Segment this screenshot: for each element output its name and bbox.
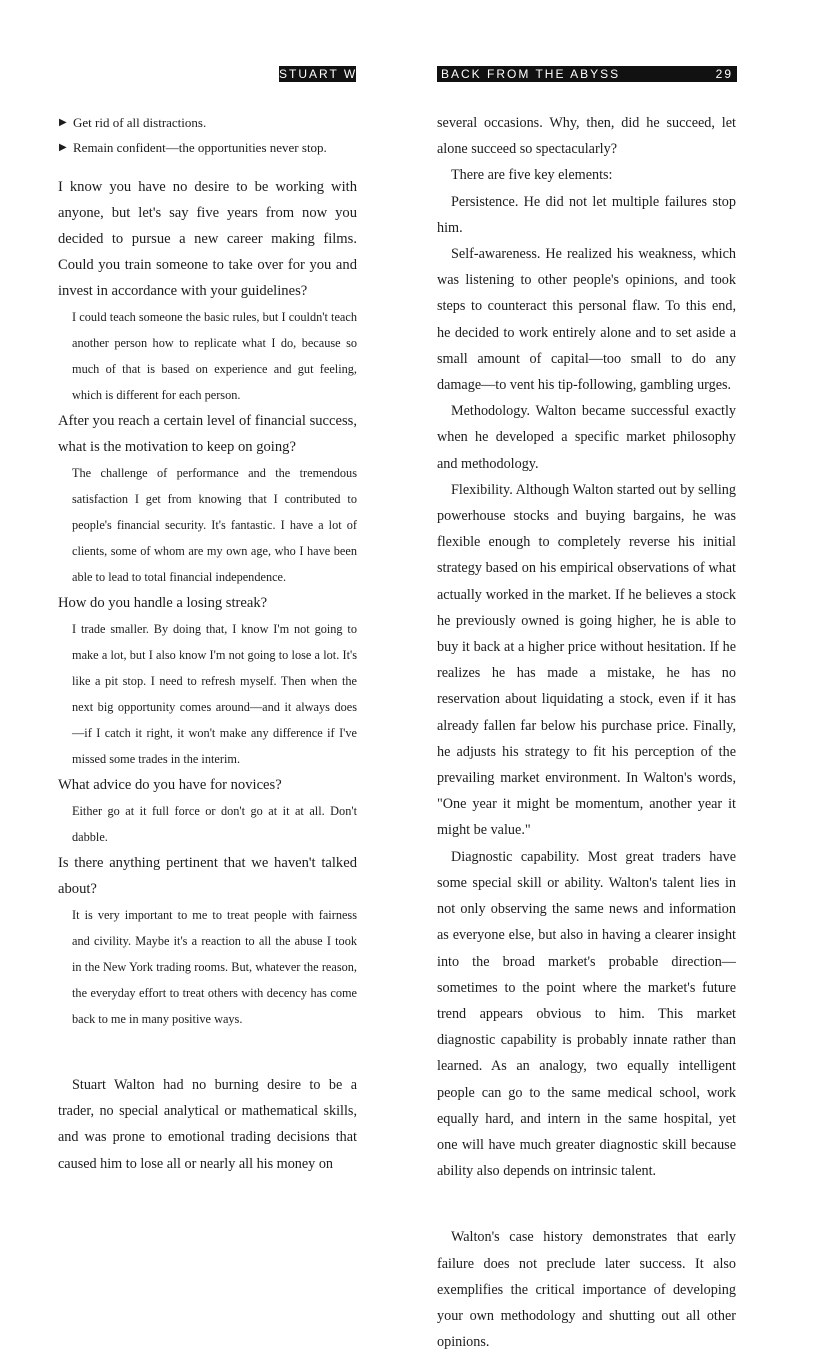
bullet-item: ▶ Remain confident—the opportunities never stop. xyxy=(58,135,357,160)
interview-answer: The challenge of performance and the tremendous satisfaction I get from knowing that I contributed to people's financial security. It's fantastic. I have a lot of clients, some of whom are my own age, who I have been able to lead to total financial independence. xyxy=(72,466,357,584)
body-paragraph: Self-awareness. He realized his weakness, which was listening to other people's opinions, and took steps to counteract this personal flaw. To this end, he decided to work entirely alone and to set aside a small amount of capital—too small to do any damage—to vent his tip-following, gambling urges. xyxy=(437,246,736,394)
running-head-left xyxy=(279,66,406,82)
interview-question: What advice do you have for novices? xyxy=(58,777,282,793)
body-paragraph: Diagnostic capability. Most great traders have some special skill or ability. Walton's talent lies in not only observing the same news and information as everyone else, but also in having a clearer insight into the broad market's probable direction—sometimes to the point where the market's future trend appears obvious to him. This market diagnostic capability is probably innate rather than learned. As an analogy, two equally intelligent people can go to the same medical school, work equally hard, and intern in the same hospital, yet one will have much greater diagnostic skill because ability also depends on intrinsic talent. xyxy=(437,848,736,1180)
body-paragraph: Flexibility. Although Walton started out by selling powerhouse stocks and buying bargains, he was flexible enough to completely reverse his initial strategy based on his empirical observations of what actually worked in the market. If he believes a stock he previously owned is going higher, he is able to buy it back at a higher price without hesitation. If he realizes he has made a mistake, he has no reservation about liquidating a stock, even if it has already fallen far below his purchase price. Finally, he adjusts his strategy to fit his perception of the prevailing market environment. In Walton's words, "One year it might be momentum, another year it might be value." xyxy=(437,481,736,839)
body-paragraph: There are five key elements: xyxy=(451,167,613,184)
interview-answer: I could teach someone the basic rules, but I couldn't teach another person how to replicate what I do, because so much of that is based on experience and gut feeling, which is different for each person. xyxy=(72,310,357,402)
body-paragraph: Methodology. Walton became successful exactly when he developed a specific market philosophy and methodology. xyxy=(437,403,736,472)
bullet-item: ▶ Get rid of all distractions. xyxy=(58,110,357,135)
body-paragraph: Persistence. He did not let multiple failures stop him. xyxy=(437,193,736,236)
right-column xyxy=(437,110,736,1355)
interview-answer: Either go at it full force or don't go at it at all. Don't dabble. xyxy=(72,804,357,844)
interview-question: I know you have no desire to be working with anyone, but let's say five years from now you decided to pursue a new career making films. Could you train someone to take over for you and invest in accordance with your guidelines? xyxy=(58,179,357,299)
interview-question: After you reach a certain level of financial success, what is the motivation to keep on going? xyxy=(58,413,357,455)
closing-paragraph: Stuart Walton had no burning desire to be a trader, no special analytical or mathematical skills, and was prone to emotional trading decisions that caused him to lose all or nearly all his money on xyxy=(58,1077,357,1172)
interview-answer: It is very important to me to treat people with fairness and civility. Maybe it's a reaction to all the abuse I took in the New York trading rooms. But, whatever the reason, the everyday effort to treat others with decency has come back to me in many positive ways. xyxy=(72,908,357,1026)
interview-question: Is there anything pertinent that we haven't talked about? xyxy=(58,855,357,897)
running-head-title: BACK FROM THE ABYSS xyxy=(441,67,621,81)
closing-paragraph: Walton's case history demonstrates that early failure does not preclude later success. It also exemplifies the critical importance of developing your own methodology and shutting out all other opinions. xyxy=(437,1229,736,1351)
running-head-right xyxy=(437,66,737,82)
interview-question: How do you handle a losing streak? xyxy=(58,595,268,611)
interview-answer: I trade smaller. By doing that, I know I'm not going to make a lot, but I also know I'm not going to lose a lot. It's like a pit stop. I need to refresh myself. Then when the next big opportunity comes around—and it always does—if I catch it right, it won't make any difference if I've missed some trades in the interim. xyxy=(72,622,357,766)
spacer xyxy=(58,160,357,174)
body-paragraph: several occasions. Why, then, did he succeed, let alone succeed so spectacularly? xyxy=(437,115,736,158)
triangle-bullet-icon: ▶ xyxy=(59,142,67,153)
triangle-bullet-icon: ▶ xyxy=(59,117,67,128)
left-column xyxy=(58,110,357,1177)
page-number: 29 xyxy=(715,67,733,81)
running-head-author: STUART WALTON xyxy=(279,67,406,81)
section-spacer xyxy=(58,1032,357,1072)
section-spacer xyxy=(437,1184,736,1224)
